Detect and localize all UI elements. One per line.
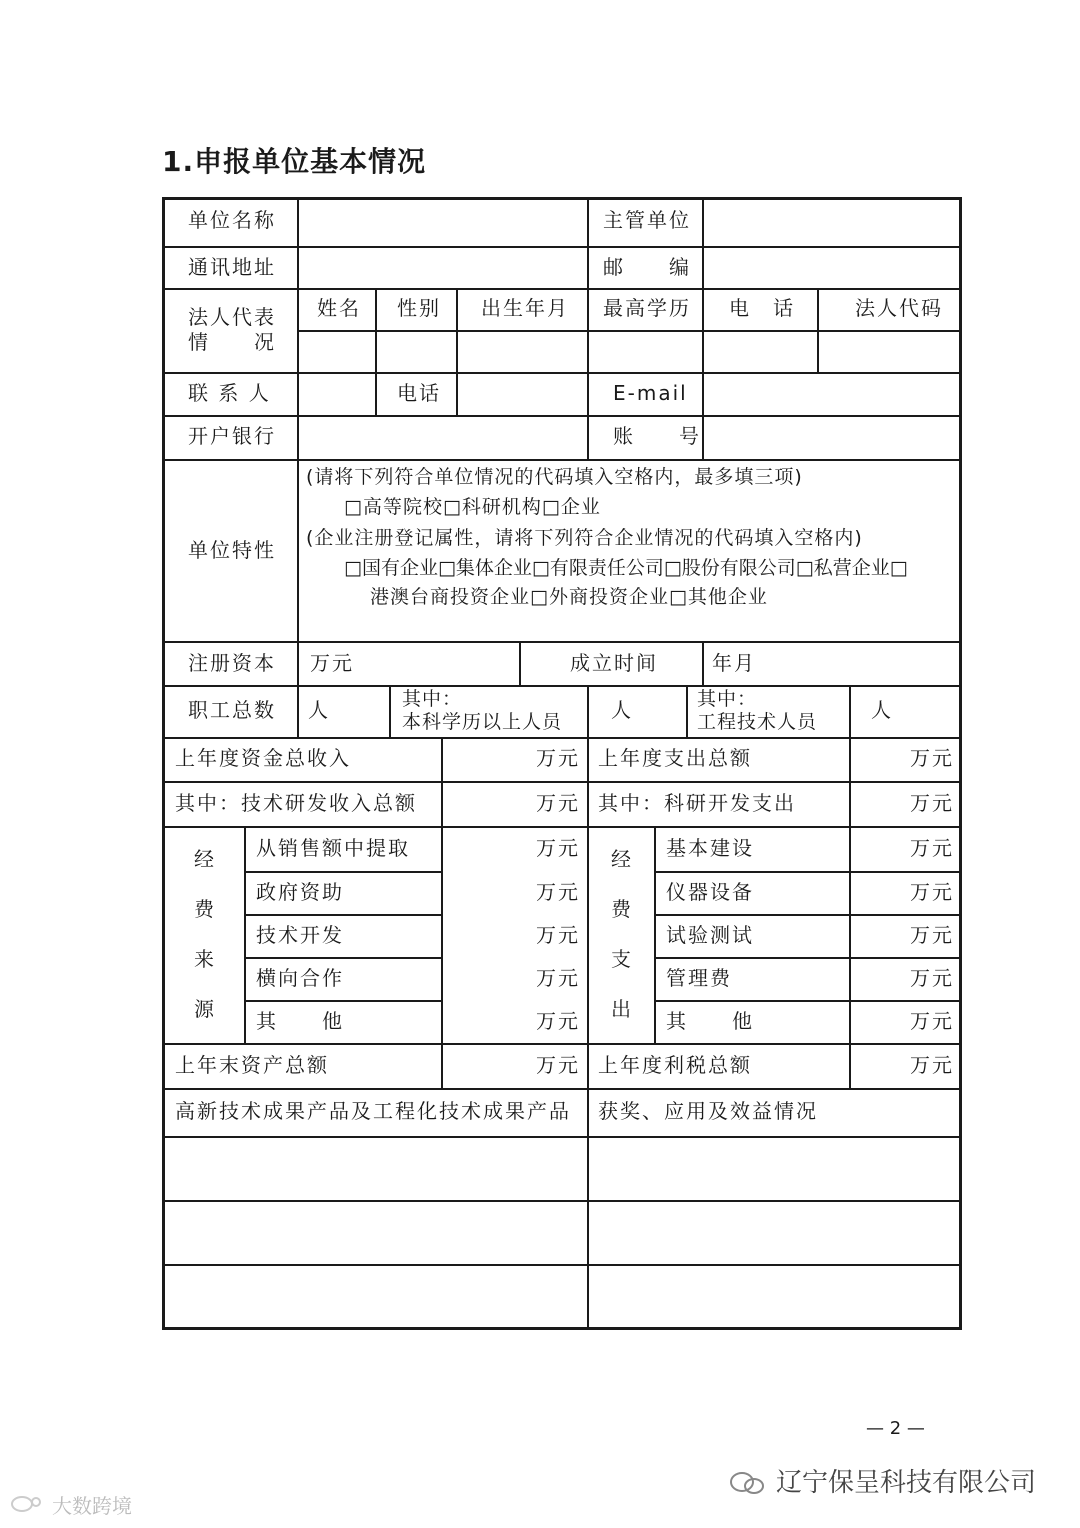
page-title: 1.申报单位基本情况 xyxy=(162,145,427,178)
row-divider xyxy=(245,871,441,873)
unit-wan-yuan: 万元 xyxy=(536,1009,580,1033)
row-divider xyxy=(655,871,962,873)
label-src-other: 其 他 xyxy=(256,1009,344,1033)
unit-wan-yuan: 万元 xyxy=(536,880,580,904)
label-phone: 电 话 xyxy=(729,296,795,320)
col-divider xyxy=(587,685,589,737)
col-divider xyxy=(849,737,851,1088)
col-divider xyxy=(297,198,299,641)
funding-source-char: 来 xyxy=(194,947,214,971)
watermark-text: 大数跨境 xyxy=(52,1494,132,1518)
unit-wan-yuan: 万元 xyxy=(536,836,580,860)
label-exp-test: 试验测试 xyxy=(666,923,754,947)
label-hi-tech: 高新技术成果产品及工程化技术成果产品 xyxy=(175,1099,571,1123)
row-divider xyxy=(164,459,962,461)
unit-wan-yuan: 万元 xyxy=(310,651,354,675)
row-divider xyxy=(164,1088,962,1090)
row-divider xyxy=(164,1136,962,1138)
col-divider xyxy=(702,288,704,459)
col-divider xyxy=(389,685,391,737)
unit-wan-yuan: 万元 xyxy=(910,836,954,860)
funding-source-char: 费 xyxy=(194,897,214,921)
label-last-income: 上年度资金总收入 xyxy=(175,746,351,770)
unit-ren: 人 xyxy=(308,698,330,722)
col-divider xyxy=(654,826,656,1043)
row-divider xyxy=(164,1043,962,1045)
label-src-sales: 从销售额中提取 xyxy=(256,836,410,860)
unit-wan-yuan: 万元 xyxy=(910,966,954,990)
row-divider xyxy=(298,330,962,332)
label-unit-nature: 单位特性 xyxy=(188,538,276,562)
col-divider xyxy=(441,737,443,1088)
row-divider xyxy=(164,1200,962,1202)
col-divider xyxy=(297,641,299,737)
funding-expense-char: 支 xyxy=(611,947,631,971)
unit-wan-yuan: 万元 xyxy=(910,791,954,815)
funding-source-char: 源 xyxy=(194,997,214,1021)
col-divider xyxy=(849,685,851,737)
col-divider xyxy=(587,415,589,459)
label-rd-expense: 其中：科研开发支出 xyxy=(598,791,796,815)
label-email: E-mail xyxy=(613,381,688,405)
label-bank: 开户银行 xyxy=(188,424,276,448)
row-divider xyxy=(655,957,962,959)
label-established: 成立时间 xyxy=(570,651,658,675)
unit-wan-yuan: 万元 xyxy=(910,880,954,904)
funding-expense-char: 费 xyxy=(611,897,631,921)
label-contact-phone: 电话 xyxy=(397,381,441,405)
label-exp-other: 其 他 xyxy=(666,1009,754,1033)
label-last-expense: 上年度支出总额 xyxy=(598,746,752,770)
col-divider xyxy=(375,288,377,415)
unit-wan-yuan: 万元 xyxy=(536,791,580,815)
label-exp-mgmt: 管理费 xyxy=(666,966,732,990)
unit-wan-yuan: 万元 xyxy=(536,746,580,770)
unit-year-month: 年月 xyxy=(712,651,756,675)
label-account: 账 号 xyxy=(613,424,701,448)
row-divider xyxy=(164,288,962,290)
funding-source-char: 经 xyxy=(194,847,214,871)
label-src-tech: 技术开发 xyxy=(256,923,344,947)
label-exp-equip: 仪器设备 xyxy=(666,880,754,904)
label-legal-rep: 法人代表 xyxy=(188,305,276,329)
row-divider xyxy=(164,685,962,687)
unit-wan-yuan: 万元 xyxy=(536,966,580,990)
label-engineers: 工程技术人员 xyxy=(697,711,818,733)
label-reg-capital: 注册资本 xyxy=(188,651,276,675)
funding-expense-char: 出 xyxy=(611,997,631,1021)
row-divider xyxy=(164,415,962,417)
label-staff-total: 职工总数 xyxy=(188,698,276,722)
label-exp-build: 基本建设 xyxy=(666,836,754,860)
nature-options-2: □国有企业□集体企业□有限责任公司□股份有限公司□私营企业□ xyxy=(344,557,908,579)
col-divider xyxy=(519,641,521,685)
row-divider xyxy=(164,826,962,828)
row-divider xyxy=(164,781,962,783)
label-src-gov: 政府资助 xyxy=(256,880,344,904)
col-divider xyxy=(686,685,688,737)
unit-wan-yuan: 万元 xyxy=(910,1009,954,1033)
unit-wan-yuan: 万元 xyxy=(910,923,954,947)
row-divider xyxy=(245,1000,441,1002)
col-divider xyxy=(817,288,819,372)
label-legal-code: 法人代码 xyxy=(855,296,943,320)
col-divider xyxy=(702,198,704,288)
nature-options-3: 港澳台商投资企业□外商投资企业□其他企业 xyxy=(370,586,768,608)
row-divider xyxy=(655,914,962,916)
nature-note-1: (请将下列符合单位情况的代码填入空格内，最多填三项) xyxy=(306,466,803,488)
unit-ren: 人 xyxy=(611,698,633,722)
row-divider xyxy=(164,641,962,643)
unit-ren: 人 xyxy=(871,698,893,722)
row-divider xyxy=(164,1264,962,1266)
col-divider xyxy=(244,826,246,1043)
row-divider xyxy=(164,246,962,248)
unit-wan-yuan: 万元 xyxy=(910,1053,954,1077)
col-divider xyxy=(456,288,458,415)
label-last-assets: 上年末资产总额 xyxy=(175,1053,329,1077)
row-divider xyxy=(245,957,441,959)
col-divider xyxy=(587,198,589,288)
row-divider xyxy=(655,1000,962,1002)
weibo-icon xyxy=(8,1494,48,1514)
brand-name: 辽宁保呈科技有限公司 xyxy=(776,1468,1037,1498)
unit-wan-yuan: 万元 xyxy=(910,746,954,770)
label-bachelor: 本科学历以上人员 xyxy=(402,711,563,733)
row-divider xyxy=(164,737,962,739)
row-divider xyxy=(245,914,441,916)
label-gender: 性别 xyxy=(397,296,441,320)
label-among: 其中： xyxy=(402,688,463,710)
funding-expense-char: 经 xyxy=(611,847,631,871)
row-divider xyxy=(164,372,962,374)
wechat-icon xyxy=(728,1470,768,1496)
label-unit-name: 单位名称 xyxy=(188,208,276,232)
label-address: 通讯地址 xyxy=(188,255,276,279)
col-divider xyxy=(702,641,704,685)
label-supervisor: 主管单位 xyxy=(603,208,691,232)
label-rd-income: 其中：技术研发收入总额 xyxy=(175,791,417,815)
label-education: 最高学历 xyxy=(603,296,691,320)
label-awards: 获奖、应用及效益情况 xyxy=(598,1099,818,1123)
nature-note-2: (企业注册登记属性，请将下列符合企业情况的代码填入空格内) xyxy=(306,527,863,549)
nature-options-1: □高等院校□科研机构□企业 xyxy=(344,496,601,518)
label-name: 姓名 xyxy=(317,296,361,320)
label-legal-rep-2: 情 况 xyxy=(188,330,276,354)
page-number: — 2 — xyxy=(866,1418,925,1439)
col-divider xyxy=(587,288,589,415)
unit-wan-yuan: 万元 xyxy=(536,1053,580,1077)
label-contact: 联 系 人 xyxy=(188,381,271,405)
label-src-coop: 横向合作 xyxy=(256,966,344,990)
col-divider xyxy=(587,737,589,1328)
label-postcode: 邮 编 xyxy=(603,255,691,279)
unit-wan-yuan: 万元 xyxy=(536,923,580,947)
label-among: 其中： xyxy=(697,688,758,710)
label-last-tax: 上年度利税总额 xyxy=(598,1053,752,1077)
label-birth: 出生年月 xyxy=(481,296,569,320)
